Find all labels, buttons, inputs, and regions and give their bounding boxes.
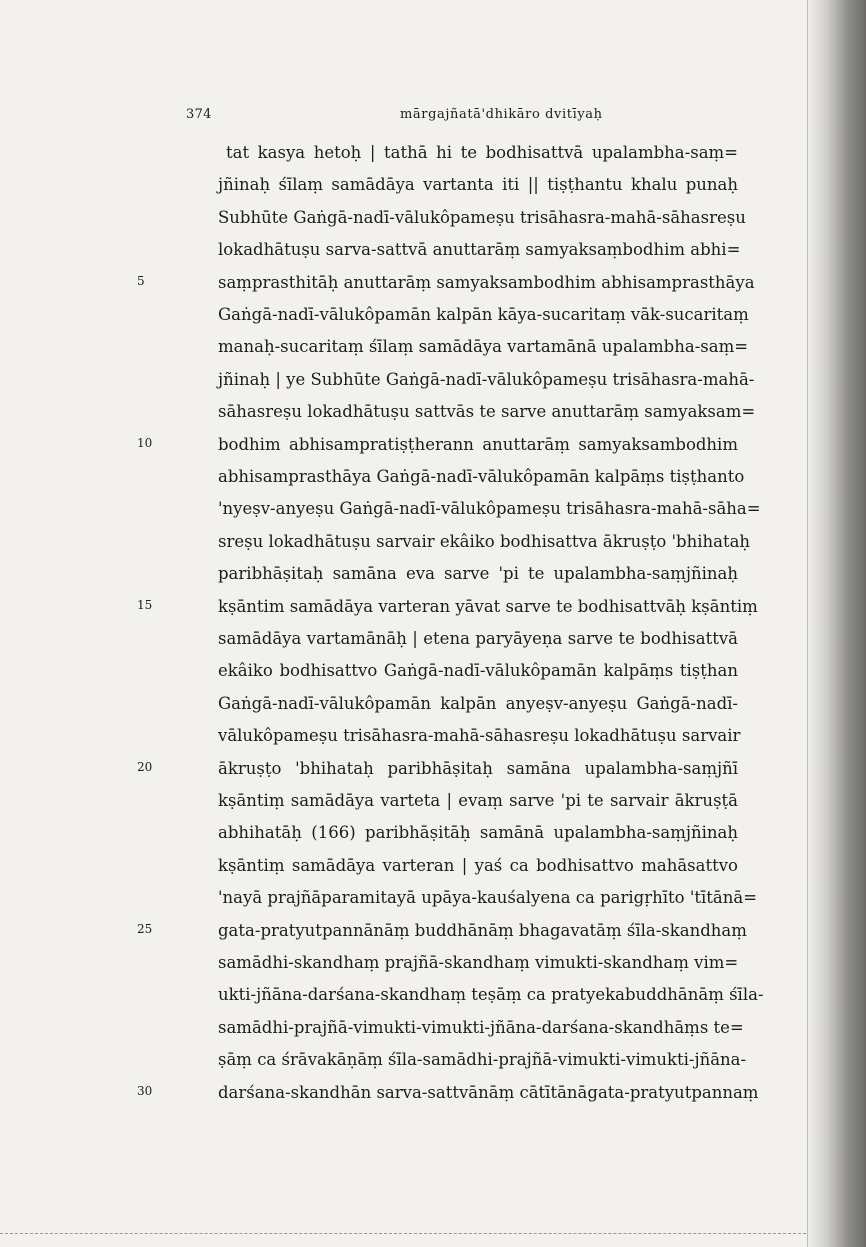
line-text: samādhi-prajñā-vimukti-vimukti-jñāna-darśana-skandhāṃs te= (218, 1017, 744, 1037)
text-line (0, 1047, 800, 1077)
line-text: sreṣu lokadhātuṣu sarvair ekâiko bodhisattva ākruṣṭo 'bhihataḥ (218, 531, 751, 551)
line-text: Gaṅgā-nadī-vālukôpamān kalpān anyeṣv-anyeṣu Gaṅgā-nadī- (218, 693, 738, 713)
text-line (0, 658, 800, 688)
text-line (0, 432, 800, 462)
text-line (0, 1080, 800, 1110)
line-text: bodhim abhisampratiṣṭherann anuttarāṃ samyaksambodhim (218, 434, 738, 454)
page-edge-shadow (806, 0, 866, 1247)
text-line (0, 594, 800, 624)
line-number: 10 (137, 435, 153, 450)
text-line (0, 626, 800, 656)
text-line (0, 982, 800, 1012)
line-text: jñinaḥ | ye Subhūte Gaṅgā-nadī-vālukôpameṣu trisāhasra-mahā- (218, 369, 755, 389)
text-line (0, 367, 800, 397)
text-line (0, 820, 800, 850)
line-text: ṣāṃ ca śrāvakāṇāṃ śīla-samādhi-prajñā-vimukti-vimukti-jñāna- (218, 1050, 747, 1070)
line-text: jñinaḥ śīlaṃ samādāya vartanta iti || tiṣṭhantu khalu punaḥ (218, 175, 738, 195)
line-text: kṣāntiṃ samādāya varteran | yaś ca bodhisattvo mahāsattvo (218, 855, 738, 875)
line-text: samādāya vartamānāḥ | etena paryāyeṇa sarve te bodhisattvā (218, 629, 738, 648)
page-header (0, 107, 800, 127)
page-number: 374 (186, 107, 212, 122)
text-line (0, 853, 800, 883)
text-line (0, 399, 800, 429)
line-number: 20 (137, 759, 153, 774)
text-line (0, 172, 800, 202)
line-text: ākruṣṭo 'bhihataḥ paribhāṣitaḥ samāna upalambha-saṃjñī (218, 758, 738, 778)
line-text: 'nyeṣv-anyeṣu Gaṅgā-nadī-vālukôpameṣu trisāhasra-mahā-sāha= (218, 499, 761, 519)
line-number: 25 (137, 921, 153, 936)
text-line (0, 885, 800, 915)
text-line (0, 334, 800, 364)
line-text: samādhi-skandhaṃ prajñā-skandhaṃ vimukti-skandhaṃ vim= (218, 953, 739, 972)
text-line (0, 270, 800, 300)
line-number: 30 (137, 1083, 153, 1098)
line-text: ukti-jñāna-darśana-skandhaṃ teṣāṃ ca pratyekabuddhānāṃ śīla- (218, 985, 764, 1005)
line-text: abhihatāḥ (166) paribhāṣitāḥ samānā upalambha-saṃjñinaḥ (218, 823, 738, 843)
line-text: kṣāntim samādāya varteran yāvat sarve te bodhisattvāḥ kṣāntiṃ (218, 596, 758, 616)
text-line (0, 723, 800, 753)
text-line (0, 561, 800, 591)
running-title: mārgajñatā'dhikāro dvitīyaḥ (400, 107, 603, 122)
line-text: vālukôpameṣu trisāhasra-mahā-sāhasreṣu lokadhātuṣu sarvair (218, 726, 741, 746)
text-line (0, 691, 800, 721)
text-line (0, 496, 800, 526)
text-line (0, 140, 800, 170)
line-text: darśana-skandhān sarva-sattvānāṃ cātītānāgata-pratyutpannaṃ (218, 1082, 759, 1102)
text-line (0, 950, 800, 980)
text-line (0, 529, 800, 559)
text-line (0, 788, 800, 818)
line-number: 5 (137, 273, 145, 288)
line-text: Subhūte Gaṅgā-nadī-vālukôpameṣu trisāhasra-mahā-sāhasreṣu (218, 207, 746, 227)
line-text: 'nayā prajñāparamitayā upāya-kauśalyena ca parigṛhīto 'tītānā= (218, 888, 758, 908)
line-text: Gaṅgā-nadī-vālukôpamān kalpān kāya-sucaritaṃ vāk-sucaritaṃ (218, 305, 749, 324)
line-text: paribhāṣitaḥ samāna eva sarve 'pi te upalambha-saṃjñinaḥ (218, 564, 738, 584)
line-text: abhisamprasthāya Gaṅgā-nadī-vālukôpamān kalpāṃs tiṣṭhanto (218, 467, 745, 486)
line-text: gata-pratyutpannānāṃ buddhānāṃ bhagavatāṃ śīla-skandhaṃ (218, 920, 747, 940)
text-line (0, 756, 800, 786)
bottom-scan-edge (0, 1233, 806, 1235)
page-edge-line (807, 0, 808, 1247)
line-text: manaḥ-sucaritaṃ śīlaṃ samādāya vartamānā upalambha-saṃ= (218, 337, 749, 357)
line-text: lokadhātuṣu sarva-sattvā anuttarāṃ samyaksaṃbodhim abhi= (218, 240, 741, 260)
line-text: saṃprasthitāḥ anuttarāṃ samyaksambodhim abhisamprasthāya (218, 272, 755, 292)
line-text: tat kasya hetoḥ | tathā hi te bodhisattvā upalambha-saṃ= (226, 143, 738, 162)
text-line (0, 237, 800, 267)
text-line (0, 464, 800, 494)
line-text: ekâiko bodhisattvo Gaṅgā-nadī-vālukôpamān kalpāṃs tiṣṭhan (218, 661, 738, 681)
text-line (0, 918, 800, 948)
line-text: sāhasreṣu lokadhātuṣu sattvās te sarve anuttarāṃ samyaksam= (218, 402, 756, 422)
line-text: kṣāntiṃ samādāya varteta | evaṃ sarve 'pi te sarvair ākruṣṭā (218, 791, 738, 810)
text-line (0, 205, 800, 235)
line-number: 15 (137, 597, 153, 612)
text-line (0, 1015, 800, 1045)
text-line (0, 302, 800, 332)
